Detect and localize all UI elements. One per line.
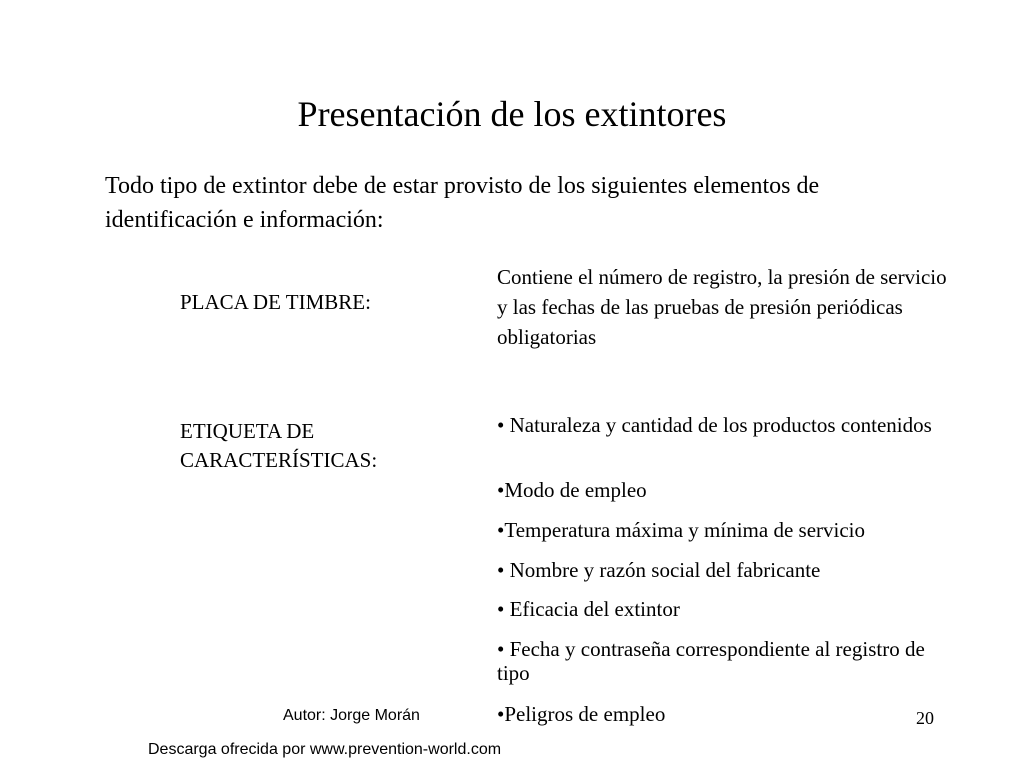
etiqueta-label: ETIQUETA DE CARACTERÍSTICAS:: [180, 419, 378, 472]
intro-paragraph: Todo tipo de extintor debe de estar provisto de los siguientes elementos de identificación e información:: [105, 173, 820, 233]
list-item: • Eficacia del extintor: [497, 597, 680, 621]
list-item: • Nombre y razón social del fabricante: [497, 558, 821, 582]
list-item: •Modo de empleo: [497, 478, 647, 502]
placa-de-timbre-description: Contiene el número de registro, la presión de servicio y las fechas de las pruebas de presión periódicas obligatorias: [497, 265, 947, 349]
slide-title: Presentación de los extintores: [297, 94, 727, 134]
placa-de-timbre-label: PLACA DE TIMBRE:: [180, 290, 371, 314]
list-item: • Naturaleza y cantidad de los productos contenidos: [497, 413, 932, 437]
footer-author: Autor: Jorge Morán: [283, 707, 420, 724]
list-item: • Fecha y contraseña correspondiente al registro de tipo: [497, 637, 925, 685]
page-number: 20: [916, 708, 934, 728]
list-item: •Temperatura máxima y mínima de servicio: [497, 518, 866, 542]
footer-download-credit: Descarga ofrecida por www.prevention-world.com: [148, 741, 502, 758]
list-item: •Peligros de empleo: [497, 702, 666, 726]
